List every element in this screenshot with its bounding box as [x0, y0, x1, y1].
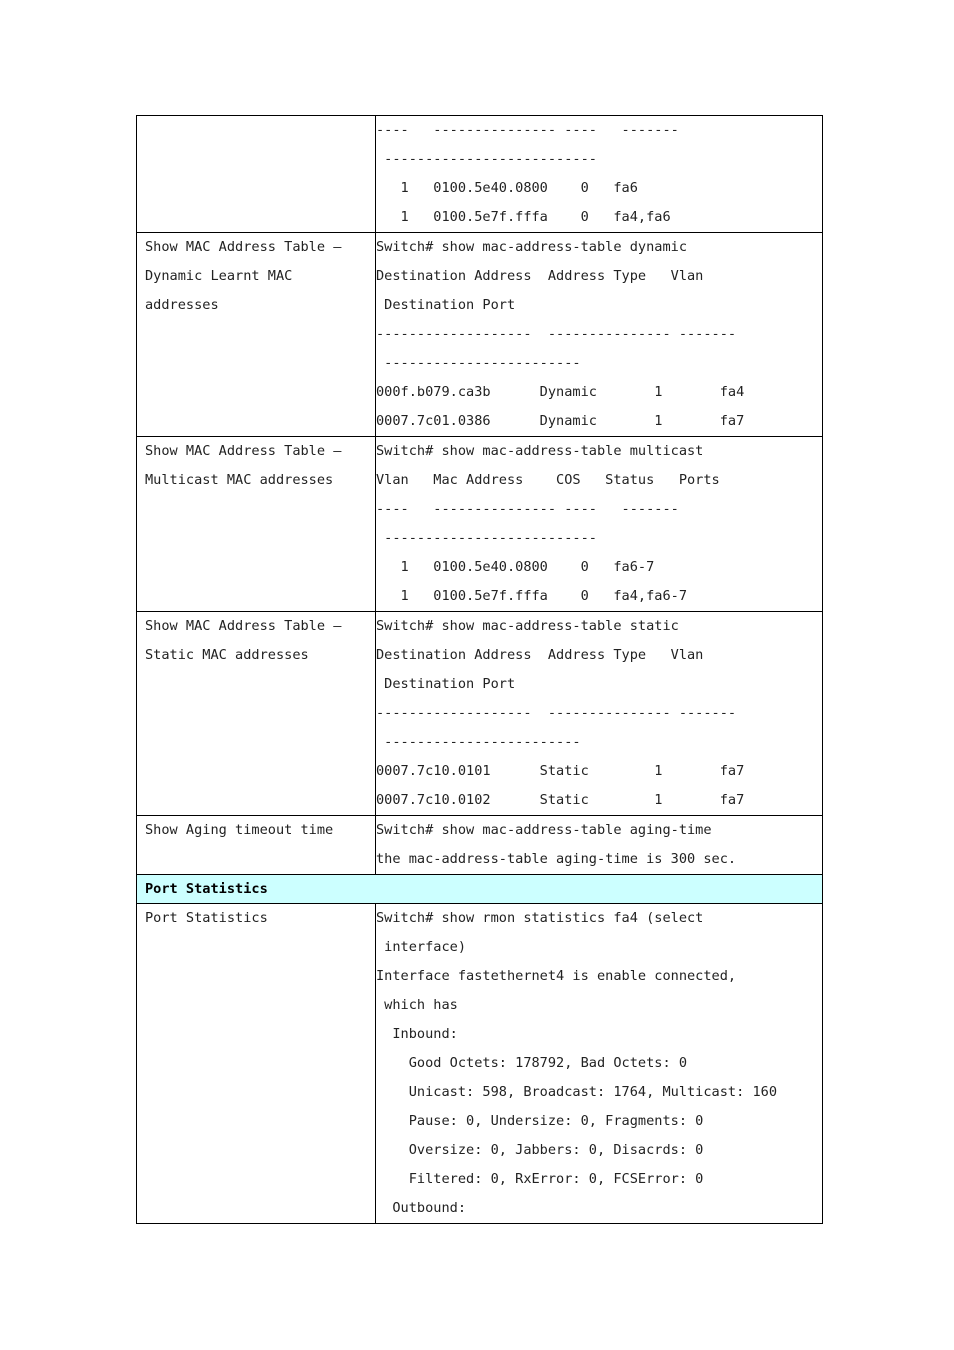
- output-line: Oversize: 0, Jabbers: 0, Disacrds: 0: [376, 1142, 704, 1158]
- command-table-body: [137, 116, 823, 1224]
- command-output-cell: [376, 904, 823, 1224]
- command-table: [136, 115, 823, 1224]
- description-cell: [137, 233, 376, 437]
- description-line: Dynamic Learnt MAC: [145, 268, 293, 284]
- output-line: 1 0100.5e7f.fffa 0 fa4,fa6-7: [376, 588, 687, 604]
- description-cell: [137, 437, 376, 612]
- output-line: Destination Port: [376, 676, 516, 692]
- command-output-cell: [376, 233, 823, 437]
- output-line: Destination Port: [376, 297, 516, 313]
- output-line: which has: [376, 997, 458, 1013]
- output-line: Unicast: 598, Broadcast: 1764, Multicast: 160: [376, 1084, 778, 1100]
- section-title: Port Statistics: [137, 875, 823, 904]
- description-line: Show MAC Address Table –: [145, 443, 342, 459]
- output-line: ------------------------: [376, 734, 581, 750]
- table-row: [137, 437, 823, 612]
- output-line: Switch# show rmon statistics fa4 (select: [376, 910, 704, 926]
- description-cell: [137, 612, 376, 816]
- output-line: --------------------------: [376, 530, 597, 546]
- output-line: Good Octets: 178792, Bad Octets: 0: [376, 1055, 687, 1071]
- output-line: Filtered: 0, RxError: 0, FCSError: 0: [376, 1171, 704, 1187]
- output-line: Switch# show mac-address-table multicast: [376, 443, 704, 459]
- output-line: ------------------- --------------- -------: [376, 705, 737, 721]
- description-cell: [137, 904, 376, 1224]
- output-line: Outbound:: [376, 1200, 467, 1216]
- output-line: ------------------------: [376, 355, 581, 371]
- command-output-cell: [376, 116, 823, 233]
- output-line: Destination Address Address Type Vlan: [376, 647, 704, 663]
- table-row: [137, 116, 823, 233]
- table-row: [137, 612, 823, 816]
- output-line: 0007.7c10.0101 Static 1 fa7: [376, 763, 745, 779]
- output-line: 000f.b079.ca3b Dynamic 1 fa4: [376, 384, 745, 400]
- output-line: Interface fastethernet4 is enable connected,: [376, 968, 737, 984]
- output-line: ---- --------------- ---- -------: [376, 122, 679, 138]
- description-line: Static MAC addresses: [145, 647, 309, 663]
- table-row: [137, 816, 823, 875]
- output-line: Pause: 0, Undersize: 0, Fragments: 0: [376, 1113, 704, 1129]
- output-line: 1 0100.5e40.0800 0 fa6-7: [376, 559, 655, 575]
- output-line: --------------------------: [376, 151, 597, 167]
- description-line: Multicast MAC addresses: [145, 472, 334, 488]
- output-line: Vlan Mac Address COS Status Ports: [376, 472, 720, 488]
- description-cell: [137, 816, 376, 875]
- output-line: Destination Address Address Type Vlan: [376, 268, 704, 284]
- table-row: [137, 233, 823, 437]
- table-row: [137, 904, 823, 1224]
- output-line: Switch# show mac-address-table aging-time: [376, 822, 712, 838]
- output-line: 0007.7c01.0386 Dynamic 1 fa7: [376, 413, 745, 429]
- output-line: ------------------- --------------- -------: [376, 326, 737, 342]
- command-output-cell: [376, 816, 823, 875]
- output-line: ---- --------------- ---- -------: [376, 501, 679, 517]
- output-line: 1 0100.5e7f.fffa 0 fa4,fa6: [376, 209, 671, 225]
- output-line: the mac-address-table aging-time is 300 sec.: [376, 851, 737, 867]
- command-output-cell: [376, 437, 823, 612]
- description-cell: [137, 116, 376, 233]
- command-output-cell: [376, 612, 823, 816]
- section-header-row: [137, 875, 823, 904]
- description-line: Port Statistics: [145, 910, 268, 926]
- description-line: Show MAC Address Table –: [145, 239, 342, 255]
- output-line: 0007.7c10.0102 Static 1 fa7: [376, 792, 745, 808]
- description-line: addresses: [145, 297, 219, 313]
- output-line: Inbound:: [376, 1026, 458, 1042]
- output-line: Switch# show mac-address-table dynamic: [376, 239, 687, 255]
- output-line: Switch# show mac-address-table static: [376, 618, 679, 634]
- output-line: 1 0100.5e40.0800 0 fa6: [376, 180, 638, 196]
- description-line: Show MAC Address Table –: [145, 618, 342, 634]
- description-line: Show Aging timeout time: [145, 822, 334, 838]
- output-line: interface): [376, 939, 467, 955]
